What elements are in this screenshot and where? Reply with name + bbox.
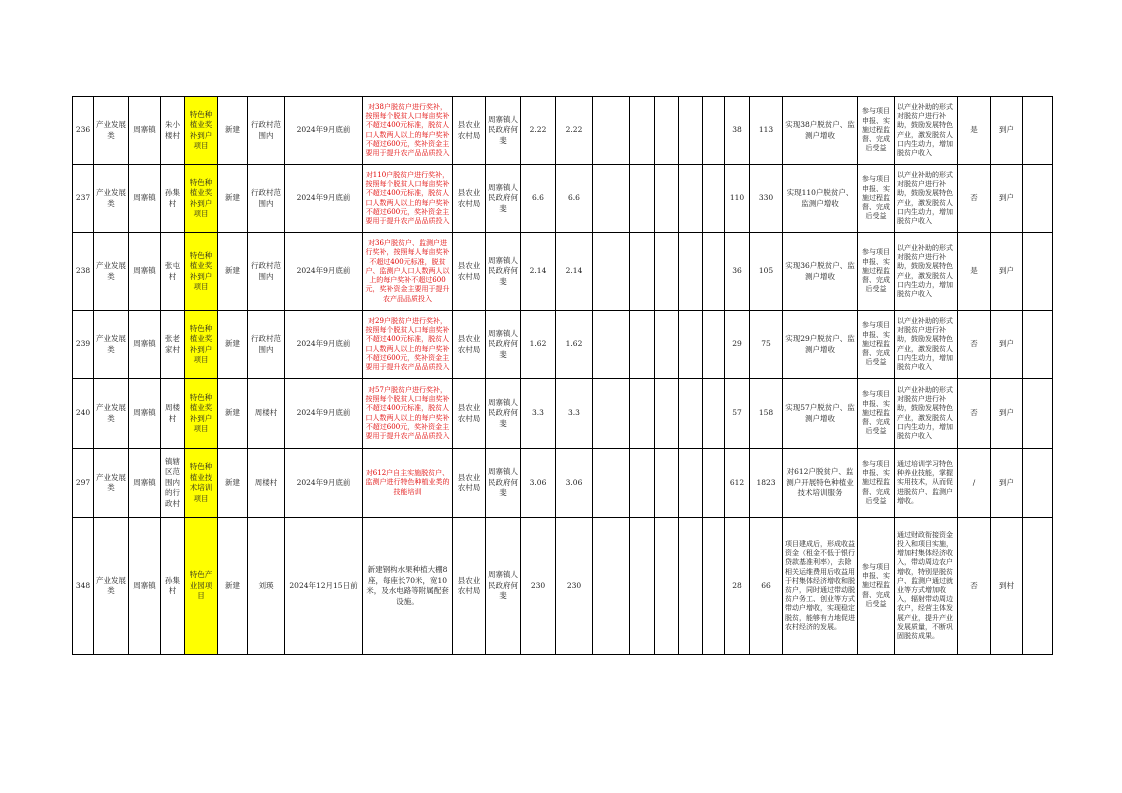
department: 县农业农村局 [453,449,486,518]
scope: 到户 [991,97,1023,165]
benefit: 实现38户脱贫户、监测户增收 [783,97,858,165]
build-type: 新建 [218,449,248,518]
households: 28 [725,518,750,655]
empty-cell [630,97,655,165]
scope: 到村 [991,518,1023,655]
location: 周楼村 [248,379,285,449]
scope: 到户 [991,233,1023,311]
empty-cell [593,97,630,165]
fund-amount: 3.3 [556,379,593,449]
people: 113 [750,97,783,165]
row-id: 236 [73,97,94,165]
empty-cell [593,165,630,233]
empty-cell [679,311,703,379]
village: 张屯村 [161,233,185,311]
empty-cell [1023,311,1053,379]
town: 周寨镇 [129,97,161,165]
households: 57 [725,379,750,449]
project-name: 特色种植业奖补到户项目 [185,311,218,379]
empty-cell [1023,165,1053,233]
linkage: 以产业补助的形式对脱贫户进行补助，鼓励发展特色产业，激发脱贫人口内生动力，增加脱贫户收入 [895,379,958,449]
build-type: 新建 [218,233,248,311]
responsible-unit: 周寨镇人民政府何斐 [486,449,521,518]
project-name: 特色种植业奖补到户项目 [185,97,218,165]
households: 612 [725,449,750,518]
town: 周寨镇 [129,518,161,655]
department: 县农业农村局 [453,311,486,379]
project-content: 对38户脱贫户进行奖补，按照每个脱贫人口每亩奖补不超过400元标准，脱贫人口人数两人以上的每户奖补不超过600元，奖补资金主要用于提升农产品品质投入 [363,97,453,165]
table-row [73,165,1053,233]
table-row [73,449,1053,518]
households: 36 [725,233,750,311]
responsible-unit: 周寨镇人民政府何斐 [486,518,521,655]
project-name: 特色产业园项目 [185,518,218,655]
responsible-unit: 周寨镇人民政府何斐 [486,379,521,449]
empty-cell [593,311,630,379]
build-type: 新建 [218,165,248,233]
village: 孙集村 [161,518,185,655]
fund-total: 1.62 [521,311,556,379]
empty-cell [679,449,703,518]
department: 县农业农村局 [453,518,486,655]
scope: 到户 [991,165,1023,233]
fund-amount: 2.22 [556,97,593,165]
responsible-unit: 周寨镇人民政府何斐 [486,97,521,165]
build-type: 新建 [218,518,248,655]
project-name: 特色种植业奖补到户项目 [185,379,218,449]
mechanism: 参与项目申报、实施过程监督、完成后受益 [858,165,895,233]
people: 105 [750,233,783,311]
empty-cell [630,233,655,311]
project-name: 特色种植业技术培训项目 [185,449,218,518]
empty-cell [703,449,725,518]
scope: 到户 [991,379,1023,449]
build-type: 新建 [218,97,248,165]
deadline: 2024年9月底前 [285,97,363,165]
village: 镇辖区范围内的行政村 [161,449,185,518]
flag: 是 [958,97,991,165]
category: 产业发展类 [94,379,129,449]
households: 29 [725,311,750,379]
empty-cell [630,311,655,379]
empty-cell [655,165,679,233]
empty-cell [679,165,703,233]
department: 县农业农村局 [453,233,486,311]
people: 158 [750,379,783,449]
table-row [73,97,1053,165]
deadline: 2024年9月底前 [285,449,363,518]
category: 产业发展类 [94,165,129,233]
mechanism: 参与项目申报、实施过程监督、完成后受益 [858,233,895,311]
row-id: 238 [73,233,94,311]
empty-cell [1023,379,1053,449]
town: 周寨镇 [129,311,161,379]
empty-cell [655,97,679,165]
responsible-unit: 周寨镇人民政府何斐 [486,311,521,379]
deadline: 2024年9月底前 [285,311,363,379]
people: 330 [750,165,783,233]
empty-cell [630,449,655,518]
project-content: 对110户脱贫户进行奖补，按照每个脱贫人口每亩奖补不超过400元标准，脱贫人口人数两人以上的每户奖补不超过600元，奖补资金主要用于提升农产品品质投入 [363,165,453,233]
build-type: 新建 [218,311,248,379]
project-name: 特色种植业奖补到户项目 [185,233,218,311]
row-id: 239 [73,311,94,379]
row-id: 237 [73,165,94,233]
project-table [72,96,1053,655]
people: 1823 [750,449,783,518]
households: 38 [725,97,750,165]
project-content: 对612户自主实施脱贫户、监测户进行特色种植业类的技能培训 [363,449,453,518]
town: 周寨镇 [129,449,161,518]
empty-cell [655,518,679,655]
linkage: 以产业补助的形式对脱贫户进行补助，鼓励发展特色产业，激发脱贫人口内生动力，增加脱贫户收入 [895,97,958,165]
empty-cell [703,233,725,311]
empty-cell [630,379,655,449]
empty-cell [655,233,679,311]
row-id: 240 [73,379,94,449]
benefit: 对612户脱贫户、监测户开展特色种植业技术培训服务 [783,449,858,518]
fund-total: 2.14 [521,233,556,311]
fund-total: 6.6 [521,165,556,233]
flag: 否 [958,311,991,379]
build-type: 新建 [218,379,248,449]
mechanism: 参与项目申报、实施过程监督、完成后受益 [858,311,895,379]
responsible-unit: 周寨镇人民政府何斐 [486,233,521,311]
town: 周寨镇 [129,165,161,233]
scope: 到户 [991,449,1023,518]
benefit: 项目建成后，形成收益资金（租金不低于银行贷款基准利率），去除相关运维费用后收益用于村集体经济增收和脱贫户，同时通过带动脱贫户务工、创业等方式带动户增收，实现稳定脱贫，能够有力地促进农村经济的发展。 [783,518,858,655]
category: 产业发展类 [94,311,129,379]
town: 周寨镇 [129,233,161,311]
mechanism: 参与项目申报、实施过程监督、完成后受益 [858,379,895,449]
location: 周楼村 [248,449,285,518]
households: 110 [725,165,750,233]
empty-cell [1023,97,1053,165]
table-row [73,311,1053,379]
linkage: 通过培训学习特色种养业技能，掌握实用技术，从而促进脱贫户、监测户增收。 [895,449,958,518]
project-content: 新建钢构水果种植大棚8座，每座长70米，宽10米，及水电路等附属配套设施。 [363,518,453,655]
linkage: 以产业补助的形式对脱贫户进行补助，鼓励发展特色产业，激发脱贫人口内生动力，增加脱贫户收入 [895,165,958,233]
department: 县农业农村局 [453,165,486,233]
table-row [73,233,1053,311]
row-id: 348 [73,518,94,655]
deadline: 2024年12月15日前 [285,518,363,655]
empty-cell [703,165,725,233]
category: 产业发展类 [94,97,129,165]
mechanism: 参与项目申报、实施过程监督、完成后受益 [858,449,895,518]
empty-cell [593,379,630,449]
benefit: 实现57户脱贫户、监测户增收 [783,379,858,449]
fund-total: 3.3 [521,379,556,449]
linkage: 通过财政衔接资金投入和项目实施，增加村集体经济收入，带动周边农户增收，特别是脱贫户、监测户通过就业等方式增加收入，辐射带动周边农户，经营主体发展产业，提升产业发展质量，不断巩固脱贫成果。 [895,518,958,655]
fund-total: 3.06 [521,449,556,518]
location: 刘瑛 [248,518,285,655]
village: 孙集村 [161,165,185,233]
table-row [73,518,1053,655]
empty-cell [1023,518,1053,655]
empty-cell [703,311,725,379]
fund-amount: 3.06 [556,449,593,518]
deadline: 2024年9月底前 [285,379,363,449]
empty-cell [679,518,703,655]
category: 产业发展类 [94,449,129,518]
fund-total: 2.22 [521,97,556,165]
responsible-unit: 周寨镇人民政府何斐 [486,165,521,233]
flag: 否 [958,518,991,655]
fund-amount: 230 [556,518,593,655]
empty-cell [703,379,725,449]
village: 周楼村 [161,379,185,449]
village: 张老家村 [161,311,185,379]
category: 产业发展类 [94,233,129,311]
empty-cell [655,449,679,518]
benefit: 实现110户脱贫户、监测户增收 [783,165,858,233]
flag: 否 [958,379,991,449]
empty-cell [1023,233,1053,311]
empty-cell [593,449,630,518]
empty-cell [679,233,703,311]
fund-amount: 6.6 [556,165,593,233]
linkage: 以产业补助的形式对脱贫户进行补助，鼓励发展特色产业，激发脱贫人口内生动力，增加脱贫户收入 [895,233,958,311]
mechanism: 参与项目申报、实施过程监督、完成后受益 [858,518,895,655]
department: 县农业农村局 [453,97,486,165]
flag: 是 [958,233,991,311]
location: 行政村范围内 [248,165,285,233]
flag: 否 [958,165,991,233]
flag: / [958,449,991,518]
row-id: 297 [73,449,94,518]
empty-cell [703,97,725,165]
empty-cell [593,518,630,655]
project-content: 对29户脱贫户进行奖补，按照每个脱贫人口每亩奖补不超过400元标准，脱贫人口人数两人以上的每户奖补不超过600元，奖补资金主要用于提升农产品品质投入 [363,311,453,379]
empty-cell [593,233,630,311]
deadline: 2024年9月底前 [285,233,363,311]
fund-amount: 1.62 [556,311,593,379]
scope: 到户 [991,311,1023,379]
empty-cell [630,165,655,233]
mechanism: 参与项目申报、实施过程监督、完成后受益 [858,97,895,165]
category: 产业发展类 [94,518,129,655]
project-content: 对57户脱贫户进行奖补，按照每个脱贫人口每亩奖补不超过400元标准，脱贫人口人数两人以上的每户奖补不超过600元，奖补资金主要用于提升农产品品质投入 [363,379,453,449]
empty-cell [703,518,725,655]
benefit: 实现29户脱贫户、监测户增收 [783,311,858,379]
location: 行政村范围内 [248,233,285,311]
empty-cell [655,311,679,379]
location: 行政村范围内 [248,97,285,165]
project-name: 特色种植业奖补到户项目 [185,165,218,233]
location: 行政村范围内 [248,311,285,379]
department: 县农业农村局 [453,379,486,449]
fund-total: 230 [521,518,556,655]
linkage: 以产业补助的形式对脱贫户进行补助，鼓励发展特色产业，激发脱贫人口内生动力，增加脱贫户收入 [895,311,958,379]
empty-cell [1023,449,1053,518]
table-row [73,379,1053,449]
benefit: 实现36户脱贫户、监测户增收 [783,233,858,311]
town: 周寨镇 [129,379,161,449]
project-content: 对36户脱贫户、监测户进行奖补，按照每人每亩奖补不超过400元标准，脱贫户、监测户人口人数两人以上的每户奖补不超过600元，奖补资金主要用于提升农产品品质投入 [363,233,453,311]
deadline: 2024年9月底前 [285,165,363,233]
people: 75 [750,311,783,379]
empty-cell [630,518,655,655]
empty-cell [679,97,703,165]
empty-cell [679,379,703,449]
fund-amount: 2.14 [556,233,593,311]
village: 朱小楼村 [161,97,185,165]
empty-cell [655,379,679,449]
people: 66 [750,518,783,655]
